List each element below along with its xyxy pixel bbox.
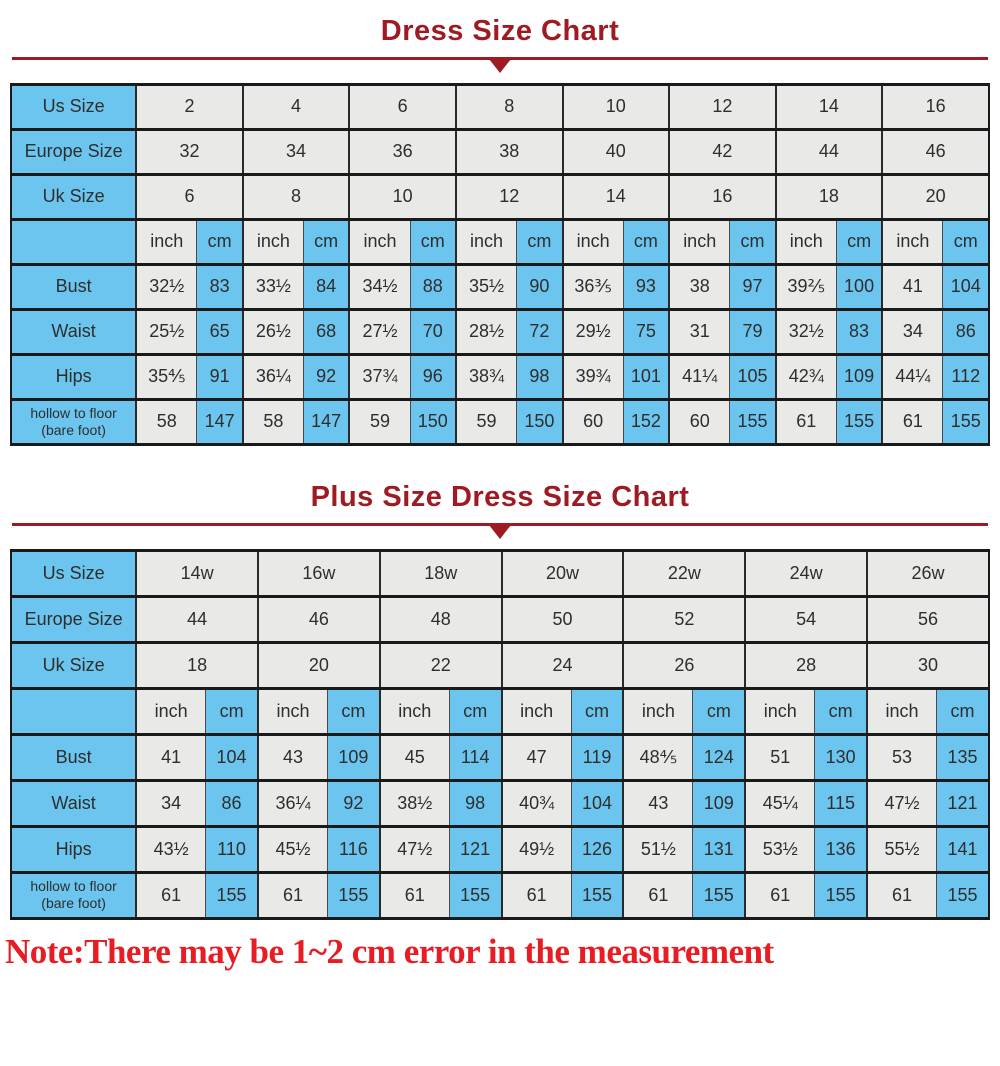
inch-value-cell: 53 xyxy=(867,734,936,780)
inch-value-cell: 61 xyxy=(745,872,814,918)
row-label-cell: Waist xyxy=(11,309,136,354)
inch-value-cell: 58 xyxy=(243,399,304,444)
inch-value-cell: 26½ xyxy=(243,309,304,354)
down-triangle-icon xyxy=(489,59,511,73)
inch-value-cell: 51½ xyxy=(623,826,692,872)
cm-value-cell: 150 xyxy=(517,399,563,444)
inch-value-cell: 36¼ xyxy=(258,780,327,826)
cm-value-cell: 109 xyxy=(693,780,745,826)
unit-inch-cell: inch xyxy=(258,688,327,734)
inch-value-cell: 43 xyxy=(623,780,692,826)
cm-value-cell: 75 xyxy=(623,309,669,354)
inch-value-cell: 34½ xyxy=(349,264,410,309)
cm-value-cell: 97 xyxy=(730,264,776,309)
size-value-cell: 44 xyxy=(776,129,883,174)
size-value-cell: 42 xyxy=(669,129,776,174)
measurement-row xyxy=(11,872,989,918)
cm-value-cell: 86 xyxy=(206,780,258,826)
cm-value-cell: 126 xyxy=(571,826,623,872)
unit-inch-cell: inch xyxy=(867,688,936,734)
size-value-cell: 6 xyxy=(136,174,243,219)
size-value-cell: 16 xyxy=(669,174,776,219)
size-row xyxy=(11,550,989,596)
inch-value-cell: 39¾ xyxy=(563,354,624,399)
inch-value-cell: 45¼ xyxy=(745,780,814,826)
inch-value-cell: 31 xyxy=(669,309,730,354)
size-value-cell: 20 xyxy=(258,642,380,688)
inch-value-cell: 35⅘ xyxy=(136,354,197,399)
size-value-cell: 22w xyxy=(623,550,745,596)
inch-value-cell: 25½ xyxy=(136,309,197,354)
cm-value-cell: 155 xyxy=(206,872,258,918)
cm-value-cell: 141 xyxy=(937,826,990,872)
title-divider xyxy=(12,523,988,526)
inch-value-cell: 58 xyxy=(136,399,197,444)
size-value-cell: 18 xyxy=(136,642,258,688)
cm-value-cell: 104 xyxy=(943,264,989,309)
cm-value-cell: 91 xyxy=(197,354,243,399)
size-value-cell: 10 xyxy=(349,174,456,219)
cm-value-cell: 101 xyxy=(623,354,669,399)
inch-value-cell: 47 xyxy=(502,734,571,780)
inch-value-cell: 59 xyxy=(349,399,410,444)
size-value-cell: 26 xyxy=(623,642,745,688)
inch-value-cell: 45½ xyxy=(258,826,327,872)
unit-cm-cell: cm xyxy=(449,688,501,734)
cm-value-cell: 92 xyxy=(327,780,379,826)
size-value-cell: 50 xyxy=(502,596,624,642)
size-value-cell: 52 xyxy=(623,596,745,642)
cm-value-cell: 124 xyxy=(693,734,745,780)
size-row xyxy=(11,174,989,219)
inch-value-cell: 44¼ xyxy=(882,354,943,399)
cm-value-cell: 135 xyxy=(937,734,990,780)
inch-value-cell: 41 xyxy=(882,264,943,309)
cm-value-cell: 155 xyxy=(943,399,989,444)
unit-cm-cell: cm xyxy=(693,688,745,734)
cm-value-cell: 136 xyxy=(815,826,867,872)
size-value-cell: 12 xyxy=(456,174,563,219)
size-value-cell: 54 xyxy=(745,596,867,642)
size-value-cell: 56 xyxy=(867,596,989,642)
down-triangle-icon xyxy=(489,525,511,539)
cm-value-cell: 83 xyxy=(836,309,882,354)
cm-value-cell: 116 xyxy=(327,826,379,872)
inch-value-cell: 35½ xyxy=(456,264,517,309)
cm-value-cell: 72 xyxy=(517,309,563,354)
unit-inch-cell: inch xyxy=(669,219,730,264)
inch-value-cell: 38½ xyxy=(380,780,449,826)
unit-cm-cell: cm xyxy=(943,219,989,264)
unit-inch-cell: inch xyxy=(136,219,197,264)
measurement-row xyxy=(11,734,989,780)
size-value-cell: 14 xyxy=(563,174,670,219)
size-value-cell: 22 xyxy=(380,642,502,688)
cm-value-cell: 109 xyxy=(327,734,379,780)
unit-inch-cell: inch xyxy=(243,219,304,264)
blank-label-cell xyxy=(11,219,136,264)
plus-size-table xyxy=(10,549,990,920)
blank-label-cell xyxy=(11,688,136,734)
cm-value-cell: 79 xyxy=(730,309,776,354)
row-label-cell: Us Size xyxy=(11,84,136,129)
size-row xyxy=(11,129,989,174)
size-value-cell: 28 xyxy=(745,642,867,688)
inch-value-cell: 47½ xyxy=(867,780,936,826)
size-value-cell: 36 xyxy=(349,129,456,174)
cm-value-cell: 155 xyxy=(449,872,501,918)
cm-value-cell: 110 xyxy=(206,826,258,872)
unit-inch-cell: inch xyxy=(563,219,624,264)
size-value-cell: 16w xyxy=(258,550,380,596)
size-value-cell: 14w xyxy=(136,550,258,596)
cm-value-cell: 93 xyxy=(623,264,669,309)
inch-value-cell: 38¾ xyxy=(456,354,517,399)
row-label-cell: Waist xyxy=(11,780,136,826)
inch-value-cell: 49½ xyxy=(502,826,571,872)
size-value-cell: 20 xyxy=(882,174,989,219)
inch-value-cell: 39⅖ xyxy=(776,264,837,309)
inch-value-cell: 60 xyxy=(669,399,730,444)
standard-chart-title: Dress Size Chart xyxy=(380,15,620,47)
cm-value-cell: 155 xyxy=(693,872,745,918)
inch-value-cell: 61 xyxy=(776,399,837,444)
cm-value-cell: 104 xyxy=(571,780,623,826)
row-label-cell: Bust xyxy=(11,734,136,780)
unit-cm-cell: cm xyxy=(327,688,379,734)
size-value-cell: 18 xyxy=(776,174,883,219)
inch-value-cell: 61 xyxy=(258,872,327,918)
size-row xyxy=(11,84,989,129)
row-label-cell: Uk Size xyxy=(11,174,136,219)
cm-value-cell: 109 xyxy=(836,354,882,399)
row-label-cell: Hips xyxy=(11,354,136,399)
size-value-cell: 14 xyxy=(776,84,883,129)
size-value-cell: 8 xyxy=(456,84,563,129)
row-label-cell: Uk Size xyxy=(11,642,136,688)
title-divider xyxy=(12,57,988,60)
inch-value-cell: 59 xyxy=(456,399,517,444)
unit-cm-cell: cm xyxy=(623,219,669,264)
size-value-cell: 30 xyxy=(867,642,989,688)
inch-value-cell: 36⅗ xyxy=(563,264,624,309)
unit-cm-cell: cm xyxy=(937,688,990,734)
inch-value-cell: 32½ xyxy=(136,264,197,309)
size-value-cell: 44 xyxy=(136,596,258,642)
size-value-cell: 2 xyxy=(136,84,243,129)
unit-inch-cell: inch xyxy=(623,688,692,734)
cm-value-cell: 70 xyxy=(410,309,456,354)
measurement-row xyxy=(11,826,989,872)
size-value-cell: 12 xyxy=(669,84,776,129)
inch-value-cell: 45 xyxy=(380,734,449,780)
size-value-cell: 16 xyxy=(882,84,989,129)
row-label-cell: Us Size xyxy=(11,550,136,596)
unit-cm-cell: cm xyxy=(197,219,243,264)
inch-value-cell: 38 xyxy=(669,264,730,309)
inch-value-cell: 37¾ xyxy=(349,354,410,399)
inch-value-cell: 55½ xyxy=(867,826,936,872)
size-value-cell: 18w xyxy=(380,550,502,596)
unit-inch-cell: inch xyxy=(776,219,837,264)
inch-value-cell: 53½ xyxy=(745,826,814,872)
plus-chart-title: Plus Size Dress Size Chart xyxy=(310,480,690,513)
cm-value-cell: 152 xyxy=(623,399,669,444)
cm-value-cell: 112 xyxy=(943,354,989,399)
size-value-cell: 26w xyxy=(867,550,989,596)
cm-value-cell: 121 xyxy=(937,780,990,826)
cm-value-cell: 155 xyxy=(730,399,776,444)
size-value-cell: 46 xyxy=(258,596,380,642)
size-row xyxy=(11,642,989,688)
cm-value-cell: 119 xyxy=(571,734,623,780)
cm-value-cell: 115 xyxy=(815,780,867,826)
unit-inch-cell: inch xyxy=(136,688,205,734)
cm-value-cell: 68 xyxy=(304,309,350,354)
inch-value-cell: 43 xyxy=(258,734,327,780)
unit-inch-cell: inch xyxy=(380,688,449,734)
inch-value-cell: 43½ xyxy=(136,826,205,872)
cm-value-cell: 155 xyxy=(327,872,379,918)
measurement-row xyxy=(11,264,989,309)
cm-value-cell: 130 xyxy=(815,734,867,780)
cm-value-cell: 114 xyxy=(449,734,501,780)
unit-inch-cell: inch xyxy=(882,219,943,264)
cm-value-cell: 121 xyxy=(449,826,501,872)
inch-value-cell: 61 xyxy=(380,872,449,918)
unit-inch-cell: inch xyxy=(745,688,814,734)
row-label-cell: hollow to floor (bare foot) xyxy=(11,872,136,918)
row-label-cell: Europe Size xyxy=(11,129,136,174)
unit-inch-cell: inch xyxy=(456,219,517,264)
inch-value-cell: 61 xyxy=(867,872,936,918)
size-value-cell: 40 xyxy=(563,129,670,174)
size-value-cell: 48 xyxy=(380,596,502,642)
unit-cm-cell: cm xyxy=(836,219,882,264)
inch-value-cell: 51 xyxy=(745,734,814,780)
cm-value-cell: 83 xyxy=(197,264,243,309)
cm-value-cell: 155 xyxy=(815,872,867,918)
inch-value-cell: 60 xyxy=(563,399,624,444)
size-value-cell: 10 xyxy=(563,84,670,129)
inch-value-cell: 34 xyxy=(882,309,943,354)
cm-value-cell: 88 xyxy=(410,264,456,309)
inch-value-cell: 61 xyxy=(136,872,205,918)
row-label-cell: Hips xyxy=(11,826,136,872)
inch-value-cell: 48⅘ xyxy=(623,734,692,780)
size-value-cell: 20w xyxy=(502,550,624,596)
standard-size-chart-section xyxy=(10,16,990,446)
cm-value-cell: 105 xyxy=(730,354,776,399)
cm-value-cell: 98 xyxy=(517,354,563,399)
inch-value-cell: 41 xyxy=(136,734,205,780)
measurement-row xyxy=(11,354,989,399)
unit-cm-cell: cm xyxy=(410,219,456,264)
measurement-note: Note:There may be 1~2 cm error in the measurement xyxy=(5,931,774,971)
size-value-cell: 6 xyxy=(349,84,456,129)
cm-value-cell: 86 xyxy=(943,309,989,354)
inch-value-cell: 28½ xyxy=(456,309,517,354)
cm-value-cell: 155 xyxy=(937,872,990,918)
cm-value-cell: 98 xyxy=(449,780,501,826)
inch-value-cell: 34 xyxy=(136,780,205,826)
inch-value-cell: 40¾ xyxy=(502,780,571,826)
unit-inch-cell: inch xyxy=(349,219,410,264)
unit-cm-cell: cm xyxy=(517,219,563,264)
cm-value-cell: 84 xyxy=(304,264,350,309)
size-row xyxy=(11,596,989,642)
unit-cm-cell: cm xyxy=(571,688,623,734)
standard-size-table xyxy=(10,83,990,446)
unit-inch-cell: inch xyxy=(502,688,571,734)
cm-value-cell: 150 xyxy=(410,399,456,444)
size-value-cell: 38 xyxy=(456,129,563,174)
inch-value-cell: 29½ xyxy=(563,309,624,354)
size-value-cell: 32 xyxy=(136,129,243,174)
cm-value-cell: 155 xyxy=(571,872,623,918)
size-value-cell: 34 xyxy=(243,129,350,174)
unit-cm-cell: cm xyxy=(206,688,258,734)
cm-value-cell: 65 xyxy=(197,309,243,354)
cm-value-cell: 155 xyxy=(836,399,882,444)
inch-value-cell: 61 xyxy=(882,399,943,444)
row-label-cell: Europe Size xyxy=(11,596,136,642)
unit-cm-cell: cm xyxy=(815,688,867,734)
size-value-cell: 46 xyxy=(882,129,989,174)
cm-value-cell: 100 xyxy=(836,264,882,309)
unit-cm-cell: cm xyxy=(730,219,776,264)
size-value-cell: 8 xyxy=(243,174,350,219)
cm-value-cell: 92 xyxy=(304,354,350,399)
inch-value-cell: 33½ xyxy=(243,264,304,309)
inch-value-cell: 47½ xyxy=(380,826,449,872)
inch-value-cell: 42¾ xyxy=(776,354,837,399)
cm-value-cell: 90 xyxy=(517,264,563,309)
plus-size-chart-section xyxy=(10,482,990,920)
inch-value-cell: 36¼ xyxy=(243,354,304,399)
measurement-row xyxy=(11,399,989,444)
inch-value-cell: 32½ xyxy=(776,309,837,354)
row-label-cell: Bust xyxy=(11,264,136,309)
cm-value-cell: 96 xyxy=(410,354,456,399)
size-value-cell: 24w xyxy=(745,550,867,596)
inch-value-cell: 61 xyxy=(623,872,692,918)
size-value-cell: 24 xyxy=(502,642,624,688)
inch-value-cell: 61 xyxy=(502,872,571,918)
cm-value-cell: 131 xyxy=(693,826,745,872)
unit-header-row xyxy=(11,219,989,264)
cm-value-cell: 147 xyxy=(304,399,350,444)
cm-value-cell: 104 xyxy=(206,734,258,780)
inch-value-cell: 27½ xyxy=(349,309,410,354)
measurement-row xyxy=(11,309,989,354)
size-value-cell: 4 xyxy=(243,84,350,129)
cm-value-cell: 147 xyxy=(197,399,243,444)
measurement-row xyxy=(11,780,989,826)
inch-value-cell: 41¼ xyxy=(669,354,730,399)
row-label-cell: hollow to floor (bare foot) xyxy=(11,399,136,444)
unit-header-row xyxy=(11,688,989,734)
unit-cm-cell: cm xyxy=(304,219,350,264)
